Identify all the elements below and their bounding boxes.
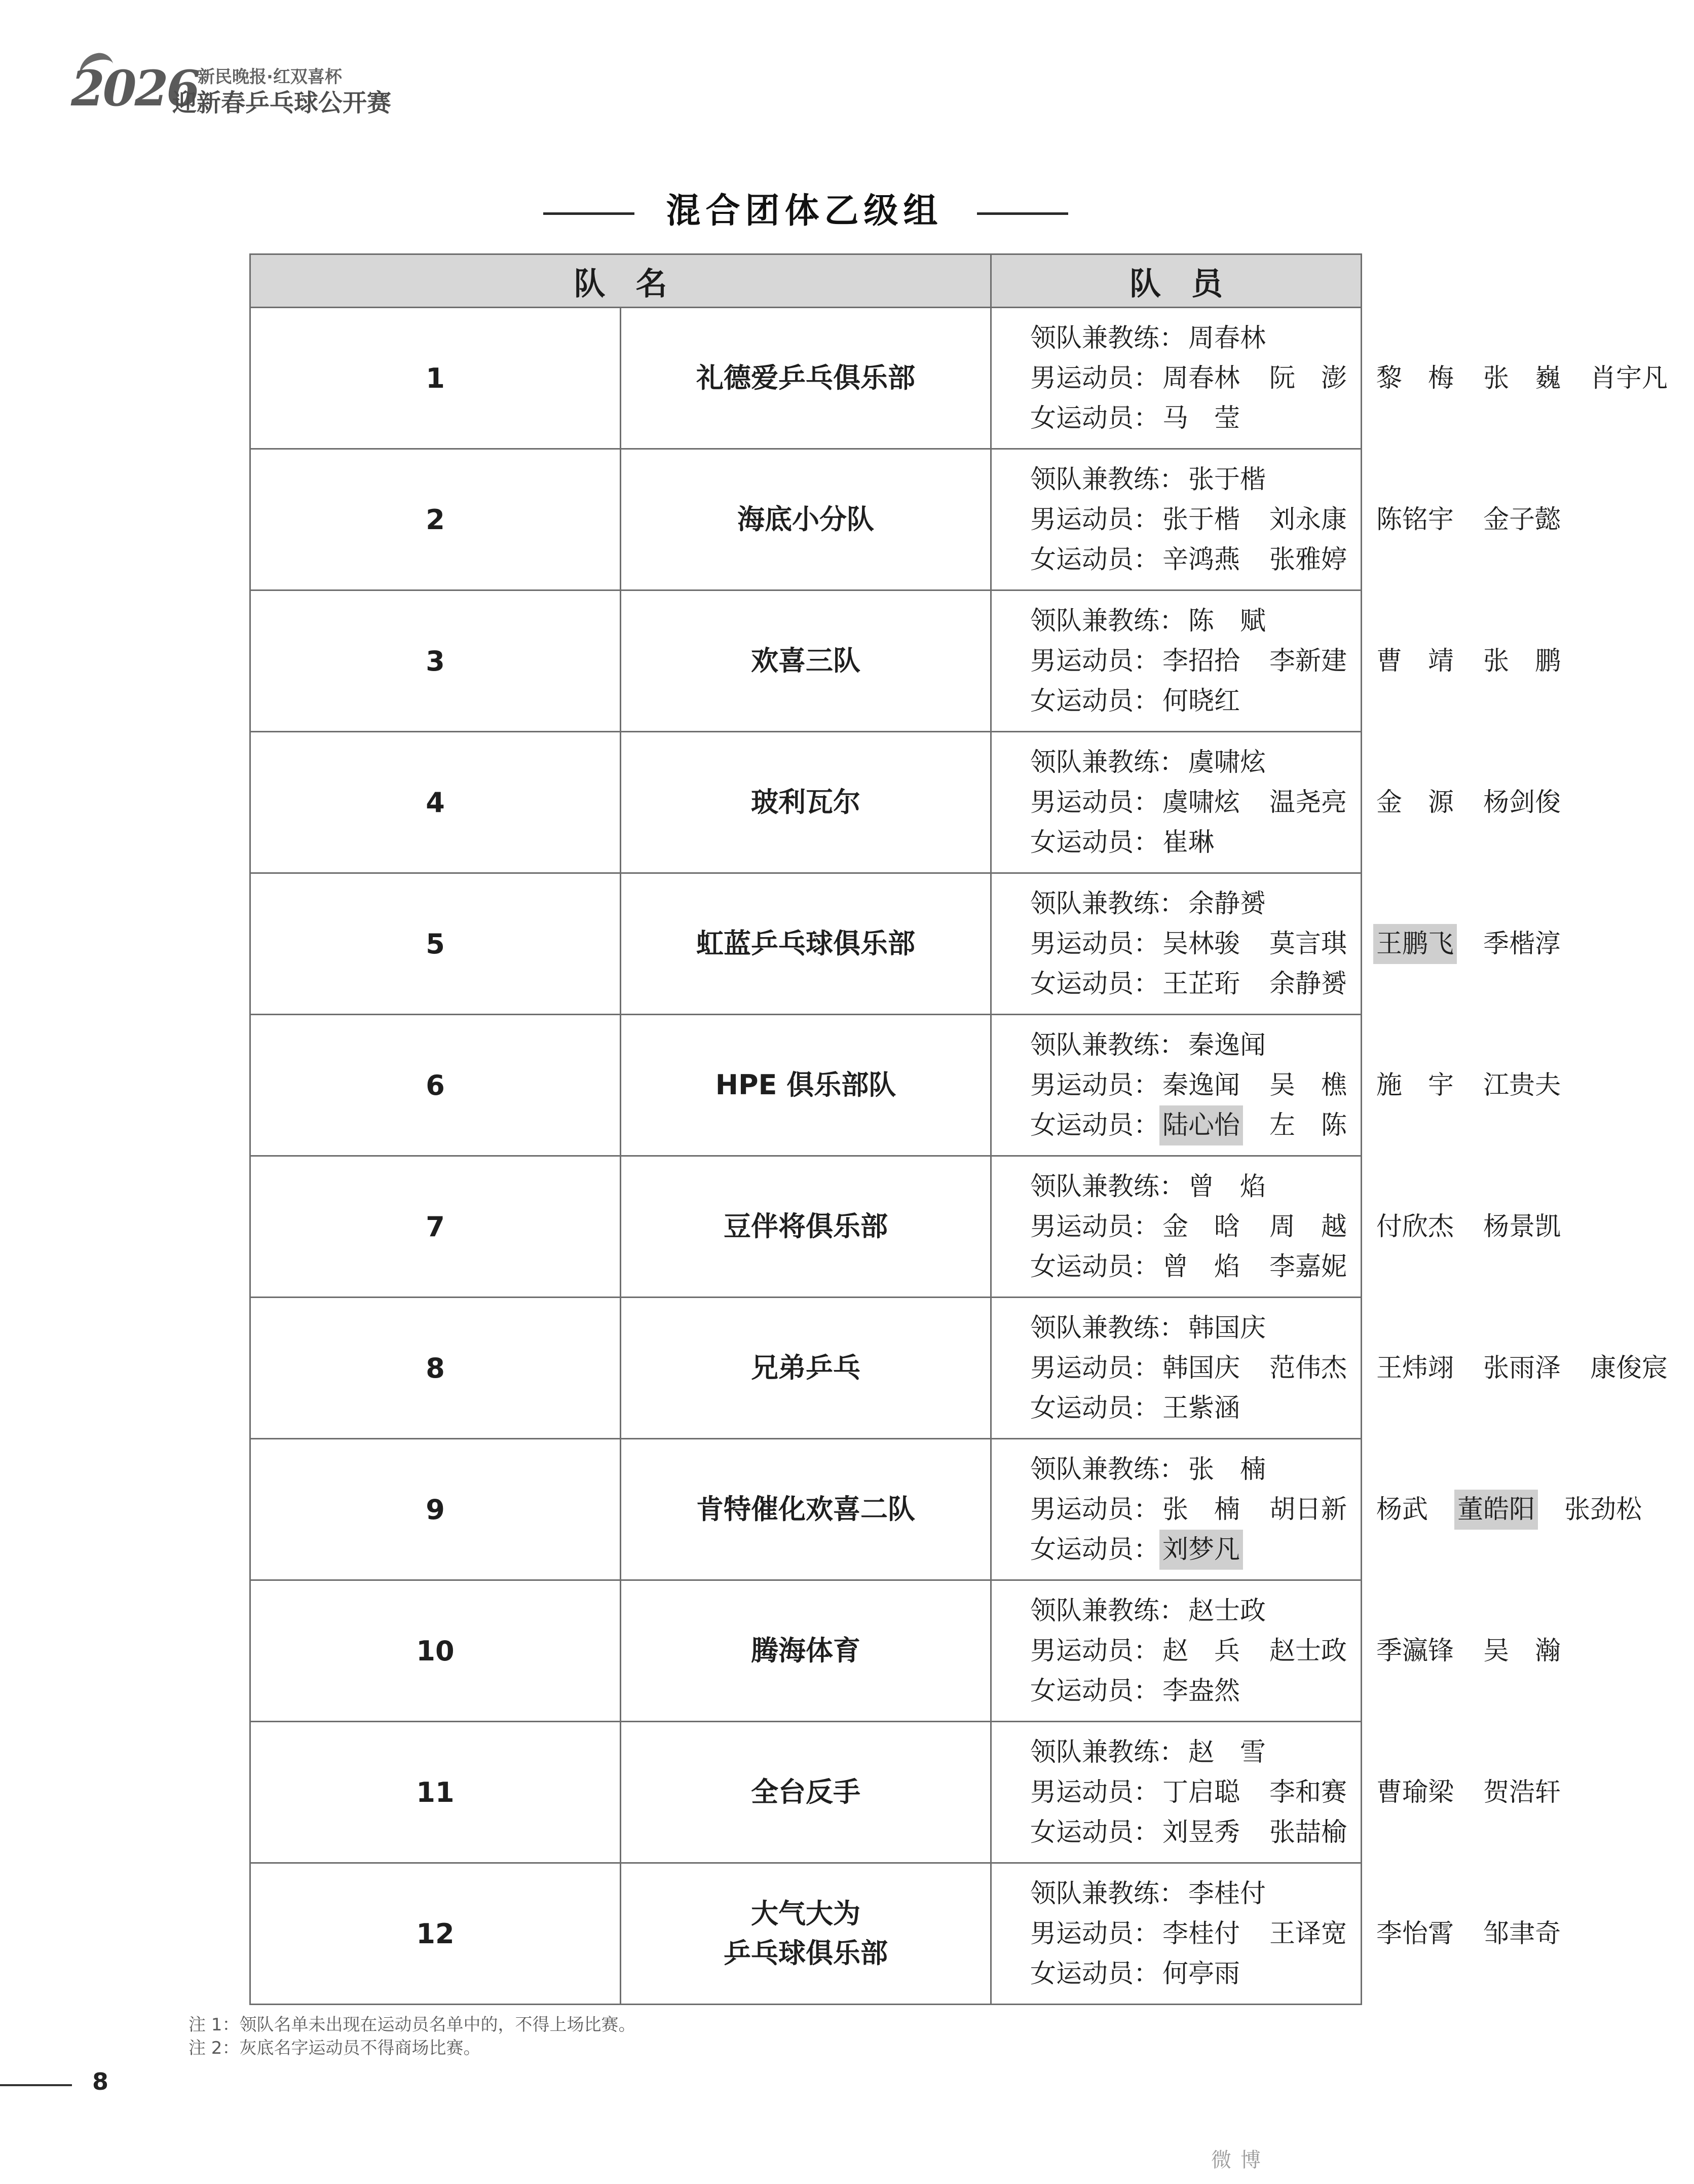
role-label: 女运动员：	[1030, 827, 1160, 858]
player-name: 赵士政	[1269, 1636, 1347, 1666]
title-rule-right	[977, 212, 1068, 215]
player-name: 王译宽	[1269, 1918, 1347, 1949]
player-name: 刘永康	[1269, 504, 1347, 535]
player-name: 赵 兵	[1162, 1636, 1240, 1666]
coach-line	[1030, 460, 1361, 500]
role-label: 领队兼教练：	[1030, 1454, 1186, 1485]
table-row	[250, 1863, 1362, 2005]
team-name	[621, 1439, 991, 1580]
player-name: 季瀛锋	[1376, 1636, 1454, 1666]
table-row	[250, 873, 1362, 1015]
footnote-2: 注 2：灰底名字运动员不得商场比赛。	[189, 2038, 481, 2058]
role-label: 男运动员：	[1030, 1777, 1160, 1807]
player-name: 张 巍	[1483, 363, 1561, 393]
player-name: 余静赟	[1269, 969, 1347, 999]
player-name: 吴 瀚	[1483, 1636, 1561, 1666]
roster-table	[249, 253, 1668, 2005]
team-members	[991, 1298, 1668, 1439]
table-row	[250, 590, 1362, 732]
player-name: 贺浩轩	[1483, 1777, 1561, 1807]
coach-line	[1030, 1591, 1361, 1631]
role-label: 领队兼教练：	[1030, 747, 1186, 778]
role-label: 领队兼教练：	[1030, 889, 1186, 919]
page-title: 混合团体乙级组	[666, 191, 943, 231]
role-label: 男运动员：	[1030, 504, 1160, 535]
header-team-name: 队名	[250, 254, 991, 308]
role-label: 领队兼教练：	[1030, 1596, 1186, 1626]
team-name	[621, 1580, 991, 1722]
role-label: 男运动员：	[1030, 363, 1160, 393]
women-line	[1030, 964, 1361, 1004]
role-label: 女运动员：	[1030, 1251, 1160, 1282]
header-members: 队员	[991, 254, 1362, 308]
team-number: 11	[250, 1722, 621, 1863]
team-number: 6	[250, 1015, 621, 1156]
player-name: 张雨泽	[1483, 1353, 1561, 1383]
coach-name: 张 楠	[1188, 1454, 1266, 1485]
role-label: 领队兼教练：	[1030, 1030, 1186, 1060]
player-name: 张于楷	[1162, 504, 1240, 535]
player-name: 周 越	[1269, 1211, 1347, 1242]
player-name: 李盎然	[1162, 1676, 1240, 1706]
role-label: 男运动员：	[1030, 646, 1160, 676]
player-name: 马 莹	[1162, 403, 1240, 433]
player-name: 张喆榆	[1269, 1817, 1347, 1847]
player-name: 张 鹏	[1483, 646, 1561, 676]
role-label: 男运动员：	[1030, 1494, 1160, 1525]
player-name: 胡日新	[1269, 1494, 1347, 1525]
team-members	[991, 449, 1561, 590]
men-line	[1030, 1772, 1561, 1812]
footer-rule	[0, 2084, 72, 2086]
team-name	[621, 1015, 991, 1156]
team-number: 8	[250, 1298, 621, 1439]
coach-line	[1030, 743, 1361, 783]
team-name-line: 豆伴将俱乐部	[724, 1210, 888, 1242]
player-name: 李招拾	[1162, 646, 1240, 676]
team-name-line: 海底小分队	[737, 503, 874, 535]
role-label: 女运动员：	[1030, 1393, 1160, 1423]
team-name	[621, 1298, 991, 1439]
role-label: 女运动员：	[1030, 969, 1160, 999]
role-label: 男运动员：	[1030, 1918, 1160, 1949]
footnotes	[189, 2013, 635, 2060]
role-label: 女运动员：	[1030, 544, 1160, 575]
team-name-line: 大气大为	[751, 1898, 860, 1930]
team-name-line: 玻利瓦尔	[751, 786, 860, 818]
coach-name: 秦逸闻	[1188, 1030, 1266, 1060]
player-name: 张劲松	[1564, 1494, 1642, 1525]
role-label: 男运动员：	[1030, 1070, 1160, 1100]
table-row	[250, 1015, 1362, 1156]
men-line	[1030, 783, 1561, 823]
team-name-line: 礼德爱乒乓俱乐部	[696, 362, 915, 394]
team-members	[991, 1863, 1561, 2005]
logo-year: 2026	[71, 60, 199, 117]
women-line	[1030, 398, 1361, 438]
women-line	[1030, 1671, 1361, 1711]
team-name	[621, 1722, 991, 1863]
player-name: 阮 澎	[1269, 363, 1347, 393]
player-name: 杨剑俊	[1483, 787, 1561, 818]
coach-line	[1030, 884, 1361, 924]
men-line	[1030, 1207, 1561, 1247]
player-name-highlighted: 陆心怡	[1159, 1105, 1243, 1145]
table-row	[250, 1439, 1362, 1580]
team-name-line: 欢喜三队	[751, 645, 860, 677]
player-name-highlighted: 董皓阳	[1454, 1490, 1538, 1530]
coach-line	[1030, 1025, 1361, 1065]
player-name: 曾 焰	[1162, 1251, 1240, 1282]
player-name: 王紫涵	[1162, 1393, 1240, 1423]
player-name: 李嘉妮	[1269, 1251, 1347, 1282]
player-name: 左 陈	[1269, 1110, 1347, 1140]
table-row	[250, 308, 1362, 449]
team-name-line: 全台反手	[751, 1776, 860, 1808]
player-name: 李桂付	[1162, 1918, 1240, 1949]
coach-name: 周春林	[1188, 323, 1266, 353]
men-line	[1030, 1490, 1642, 1530]
team-number: 5	[250, 873, 621, 1015]
team-members	[991, 1439, 1642, 1580]
role-label: 领队兼教练：	[1030, 606, 1186, 636]
men-line	[1030, 1631, 1561, 1671]
men-line	[1030, 1914, 1561, 1954]
men-line	[1030, 1065, 1561, 1105]
logo-line2: 迎新春乒乓球公开赛	[172, 89, 392, 117]
role-label: 男运动员：	[1030, 1211, 1160, 1242]
player-name: 金 源	[1376, 787, 1454, 818]
team-members	[991, 1015, 1561, 1156]
player-name: 何亭雨	[1162, 1958, 1240, 1989]
role-label: 男运动员：	[1030, 787, 1160, 818]
coach-name: 韩国庆	[1188, 1313, 1266, 1343]
team-number: 7	[250, 1156, 621, 1298]
coach-name: 虞啸炫	[1188, 747, 1266, 778]
player-name: 辛鸿燕	[1162, 544, 1240, 575]
player-name: 陈铭宇	[1376, 504, 1454, 535]
role-label: 女运动员：	[1030, 1817, 1160, 1847]
coach-name: 赵士政	[1188, 1596, 1266, 1626]
section-title	[0, 189, 1609, 234]
coach-name: 曾 焰	[1188, 1171, 1266, 1202]
team-name	[621, 1863, 991, 2005]
team-name	[621, 590, 991, 732]
women-line	[1030, 1105, 1361, 1145]
player-name: 崔琳	[1162, 827, 1215, 858]
men-line	[1030, 924, 1561, 964]
table-row	[250, 1156, 1362, 1298]
player-name: 施 宇	[1376, 1070, 1454, 1100]
team-members	[991, 1580, 1561, 1722]
role-label: 领队兼教练：	[1030, 1878, 1186, 1909]
role-label: 领队兼教练：	[1030, 464, 1186, 495]
men-line	[1030, 500, 1561, 540]
player-name: 韩国庆	[1162, 1353, 1240, 1383]
player-name: 江贵夫	[1483, 1070, 1561, 1100]
player-name: 王炜翊	[1376, 1353, 1454, 1383]
page-number: 8	[92, 2068, 109, 2095]
coach-name: 李桂付	[1188, 1878, 1266, 1909]
roster-body	[250, 308, 1668, 2005]
team-name	[621, 449, 991, 590]
team-name-line: 虹蓝乒乓球俱乐部	[696, 928, 915, 959]
coach-line	[1030, 601, 1361, 641]
coach-name: 陈 赋	[1188, 606, 1266, 636]
player-name: 范伟杰	[1269, 1353, 1347, 1383]
team-members	[991, 590, 1561, 732]
team-name	[621, 1156, 991, 1298]
logo-line1: 新民晚报·红双喜杯	[198, 67, 342, 87]
player-name: 杨景凯	[1483, 1211, 1561, 1242]
player-name: 丁启聪	[1162, 1777, 1240, 1807]
role-label: 领队兼教练：	[1030, 323, 1186, 353]
team-number: 12	[250, 1863, 621, 2005]
coach-line	[1030, 1732, 1361, 1772]
coach-name: 余静赟	[1188, 889, 1266, 919]
men-line	[1030, 641, 1561, 681]
role-label: 女运动员：	[1030, 1110, 1160, 1140]
women-line	[1030, 1388, 1361, 1428]
team-number: 1	[250, 308, 621, 449]
table-row	[250, 1722, 1362, 1863]
coach-name: 赵 雪	[1188, 1737, 1266, 1767]
player-name: 张雅婷	[1269, 544, 1347, 575]
table-row	[250, 1580, 1362, 1722]
team-name-line: 兄弟乒乓	[751, 1352, 860, 1384]
team-name	[621, 732, 991, 873]
women-line	[1030, 1530, 1361, 1570]
player-name-highlighted: 王鹏飞	[1373, 924, 1457, 964]
women-line	[1030, 823, 1361, 863]
title-rule-left	[543, 212, 634, 215]
coach-line	[1030, 318, 1361, 358]
women-line	[1030, 681, 1361, 721]
player-name: 曹 靖	[1376, 646, 1454, 676]
player-name: 季楷淳	[1483, 929, 1561, 959]
role-label: 女运动员：	[1030, 1676, 1160, 1706]
watermark: 微博	[1211, 2149, 1270, 2172]
team-number: 3	[250, 590, 621, 732]
team-members	[991, 308, 1668, 449]
role-label: 男运动员：	[1030, 929, 1160, 959]
player-name-highlighted: 刘梦凡	[1159, 1530, 1243, 1570]
role-label: 女运动员：	[1030, 686, 1160, 716]
women-line	[1030, 1954, 1361, 1994]
player-name: 付欣杰	[1376, 1211, 1454, 1242]
player-name: 周春林	[1162, 363, 1240, 393]
role-label: 女运动员：	[1030, 403, 1160, 433]
team-name-line: 肯特催化欢喜二队	[696, 1493, 915, 1525]
player-name: 张 楠	[1162, 1494, 1240, 1525]
player-name: 李和赛	[1269, 1777, 1347, 1807]
role-label: 领队兼教练：	[1030, 1313, 1186, 1343]
player-name: 金 晗	[1162, 1211, 1240, 1242]
women-line	[1030, 1812, 1361, 1853]
men-line	[1030, 1348, 1668, 1388]
player-name: 黎 梅	[1376, 363, 1454, 393]
player-name: 何晓红	[1162, 686, 1240, 716]
coach-line	[1030, 1308, 1361, 1348]
team-number: 2	[250, 449, 621, 590]
team-number: 10	[250, 1580, 621, 1722]
team-name-line: HPE 俱乐部队	[715, 1069, 896, 1101]
player-name: 吴林骏	[1162, 929, 1240, 959]
team-members	[991, 1156, 1561, 1298]
role-label: 女运动员：	[1030, 1534, 1160, 1565]
team-name	[621, 308, 991, 449]
team-number: 4	[250, 732, 621, 873]
coach-line	[1030, 1450, 1361, 1490]
player-name: 邹聿奇	[1483, 1918, 1561, 1949]
player-name: 康俊宸	[1590, 1353, 1668, 1383]
team-members	[991, 732, 1561, 873]
player-name: 虞啸炫	[1162, 787, 1240, 818]
player-name: 秦逸闻	[1162, 1070, 1240, 1100]
player-name: 刘昱秀	[1162, 1817, 1240, 1847]
role-label: 男运动员：	[1030, 1636, 1160, 1666]
team-name-line: 乒乓球俱乐部	[724, 1937, 888, 1969]
women-line	[1030, 1247, 1361, 1287]
role-label: 女运动员：	[1030, 1958, 1160, 1989]
player-name: 李新建	[1269, 646, 1347, 676]
player-name: 李怡霄	[1376, 1918, 1454, 1949]
role-label: 领队兼教练：	[1030, 1737, 1186, 1767]
coach-line	[1030, 1874, 1361, 1914]
table-row	[250, 449, 1362, 590]
table-row	[250, 732, 1362, 873]
player-name: 温尧亮	[1269, 787, 1347, 818]
role-label: 领队兼教练：	[1030, 1171, 1186, 1202]
player-name: 吴 樵	[1269, 1070, 1347, 1100]
women-line	[1030, 540, 1361, 580]
team-number: 9	[250, 1439, 621, 1580]
player-name: 肖宇凡	[1590, 363, 1668, 393]
player-name: 金子懿	[1483, 504, 1561, 535]
team-members	[991, 1722, 1561, 1863]
footnote-1: 注 1：领队名单未出现在运动员名单中的，不得上场比赛。	[189, 2015, 636, 2035]
coach-name: 张于楷	[1188, 464, 1266, 495]
team-name-line: 腾海体育	[751, 1635, 860, 1667]
table-row	[250, 1298, 1362, 1439]
player-name: 曹瑜梁	[1376, 1777, 1454, 1807]
men-line	[1030, 358, 1668, 398]
table-header-row	[250, 254, 1362, 308]
team-name	[621, 873, 991, 1015]
role-label: 男运动员：	[1030, 1353, 1160, 1383]
player-name: 王芷珩	[1162, 969, 1240, 999]
player-name: 杨武	[1376, 1494, 1428, 1525]
team-members	[991, 873, 1561, 1015]
coach-line	[1030, 1167, 1361, 1207]
player-name: 莫言琪	[1269, 929, 1347, 959]
